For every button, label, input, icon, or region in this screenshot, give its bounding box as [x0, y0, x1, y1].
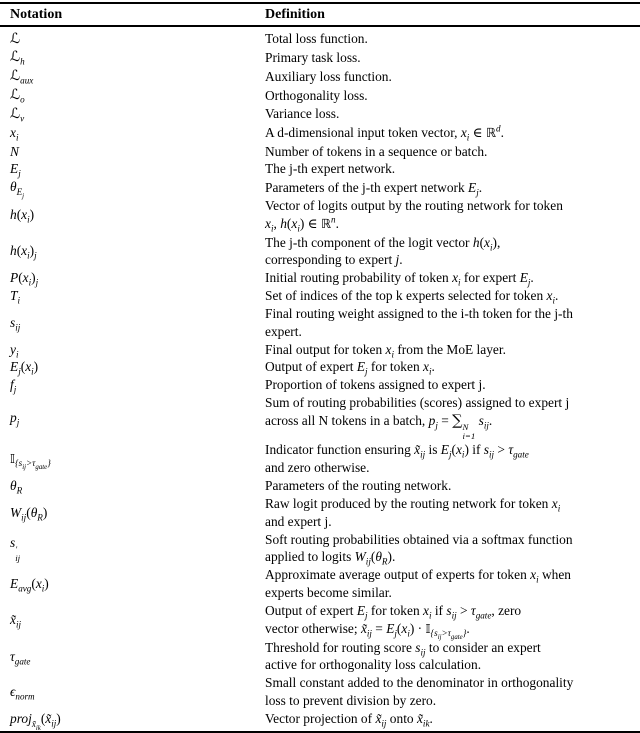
table-row	[0, 394, 640, 441]
definition-cell: Sum of routing probabilities (scores) assigned to expert j across all N tokens in a batch, $p_j$ = ∑ N i=1 $s_{ij}$.	[265, 395, 570, 442]
notation-cell: ℒ$_o$	[10, 87, 25, 105]
table-row	[0, 441, 640, 477]
table-row	[0, 566, 640, 602]
table-row	[0, 602, 640, 642]
table-row	[0, 710, 640, 732]
table-row	[0, 67, 640, 86]
notation-cell: ℒ$_h$	[10, 49, 25, 68]
column-header-notation: Notation	[10, 6, 63, 22]
table-row	[0, 30, 640, 49]
table-row	[0, 287, 640, 305]
notation-cell: $E_j(x_i)$	[10, 359, 39, 378]
notation-cell: $\theta_{E_j}$	[10, 179, 25, 200]
notation-cell: 𝕀$_{\{s_{ij}>\tau_{gate}\}}$	[10, 451, 51, 472]
table-row	[0, 531, 640, 567]
table-row	[0, 48, 640, 67]
notation-cell: $x̃_{ij}$	[10, 612, 22, 631]
definition-cell: Final routing weight assigned to the i-th token for the j-th expert.	[265, 305, 573, 339]
definition-cell: The j-th expert network.	[265, 161, 396, 177]
table-row	[0, 197, 640, 234]
definition-cell: Parameters of the routing network.	[265, 478, 452, 494]
notation-cell: $P(x_i)_j$	[10, 270, 39, 288]
definition-cell: Output of expert $E_j$ for token $x_i$.	[265, 359, 435, 378]
definition-cell: Soft routing probabilities obtained via a softmax function applied to logits $W_{ij}(\theta_R)$.	[265, 531, 573, 568]
notation-cell: ℒ$_{aux}$	[10, 68, 34, 86]
notation-cell: $f_j$	[10, 377, 17, 395]
definition-cell: Initial routing probability of token $x_i$ for expert $E_j$.	[265, 270, 534, 288]
table-row	[0, 358, 640, 376]
table-row	[0, 477, 640, 495]
definition-cell: Raw logit produced by the routing network for token $x_i$ and expert j.	[265, 495, 561, 529]
definition-cell: Vector projection of $x̃_{ij}$ onto $x̃_{ik}$.	[265, 711, 433, 729]
notation-cell: $\theta_R$	[10, 478, 23, 496]
definition-cell: Number of tokens in a sequence or batch.	[265, 143, 488, 159]
notation-cell: s ′ ij	[10, 534, 21, 563]
definition-cell: Orthogonality loss.	[265, 87, 368, 103]
table-body	[0, 27, 640, 731]
definition-cell: Primary task loss.	[265, 49, 361, 65]
definition-cell: Auxiliary loss function.	[265, 68, 392, 84]
notation-cell: $T_i$	[10, 288, 20, 306]
table-row	[0, 269, 640, 287]
table-row	[0, 124, 640, 143]
table-row	[0, 143, 640, 161]
definition-cell: Total loss function.	[265, 31, 368, 47]
table-row	[0, 341, 640, 359]
definition-cell: Threshold for routing score $s_{ij}$ to consider an expert active for orthogonality loss calculation.	[265, 639, 541, 673]
column-header-definition: Definition	[265, 6, 325, 22]
table-row	[0, 105, 640, 124]
definition-cell: Approximate average output of experts for token $x_i$ when experts become similar.	[265, 567, 571, 601]
notation-cell: $y_i$	[10, 341, 19, 360]
notation-cell: $E_j$	[10, 161, 21, 180]
table-row	[0, 86, 640, 105]
notation-cell: $s_{ij}$	[10, 314, 21, 333]
definition-cell: Proportion of tokens assigned to expert j.	[265, 377, 486, 393]
definition-cell: A d-dimensional input token vector, $x_i$ ∈ ℝ$^d$.	[265, 123, 504, 143]
notation-cell: $\tau_{gate}$	[10, 648, 31, 667]
definition-cell: Set of indices of the top k experts selected for token $x_i$.	[265, 288, 559, 306]
definition-cell: Final output for token $x_i$ from the MoE layer.	[265, 341, 506, 360]
table-row	[0, 160, 640, 178]
table-header-row	[0, 4, 640, 25]
definition-cell: The j-th component of the logit vector $h(x_i)$, corresponding to expert j.	[265, 234, 501, 268]
notation-cell: N	[10, 143, 19, 159]
definition-cell: Variance loss.	[265, 106, 340, 122]
notation-cell: $h(x_i)$	[10, 207, 35, 225]
notation-cell: $proj_{x̃_{ik}}(x̃_{ij})$	[10, 711, 61, 732]
notation-cell: $x_i$	[10, 125, 19, 143]
definition-cell: Parameters of the j-th expert network $E_j$.	[265, 179, 483, 198]
table-row	[0, 639, 640, 675]
notation-cell: $\epsilon_{norm}$	[10, 684, 35, 702]
table-row	[0, 674, 640, 710]
table-row	[0, 178, 640, 200]
table-row	[0, 495, 640, 531]
notation-cell: $W_{ij}(\theta_R)$	[10, 504, 48, 523]
notation-cell: ℒ	[10, 30, 21, 47]
notation-cell: $p_j$	[10, 409, 20, 428]
notation-cell: $E_{avg}(x_i)$	[10, 576, 49, 594]
table-row	[0, 234, 640, 270]
notation-cell: $h(x_i)_j$	[10, 243, 37, 262]
table-row	[0, 376, 640, 394]
notation-cell: ℒ$_v$	[10, 105, 25, 124]
definition-cell: Vector of logits output by the routing network for token $x_i$, $h(x_i)$ ∈ ℝ$^n$.	[265, 197, 563, 234]
definition-cell: Output of expert $E_j$ for token $x_i$ if $s_{ij} > \tau_{gate}$, zero vector otherwise; $x̃_{ij} = E_j(x_i)$ · 𝕀$_{\{s_{ij}>\tau_{gate}\}}$.	[265, 602, 522, 642]
table-row	[0, 305, 640, 341]
definition-cell: Small constant added to the denominator in orthogonality loss to prevent division by zero.	[265, 675, 574, 709]
definition-cell: Indicator function ensuring $x̃_{ij}$ is $E_j(x_i)$ if $s_{ij} > \tau_{gate}$ and zero otherwise.	[265, 442, 529, 476]
